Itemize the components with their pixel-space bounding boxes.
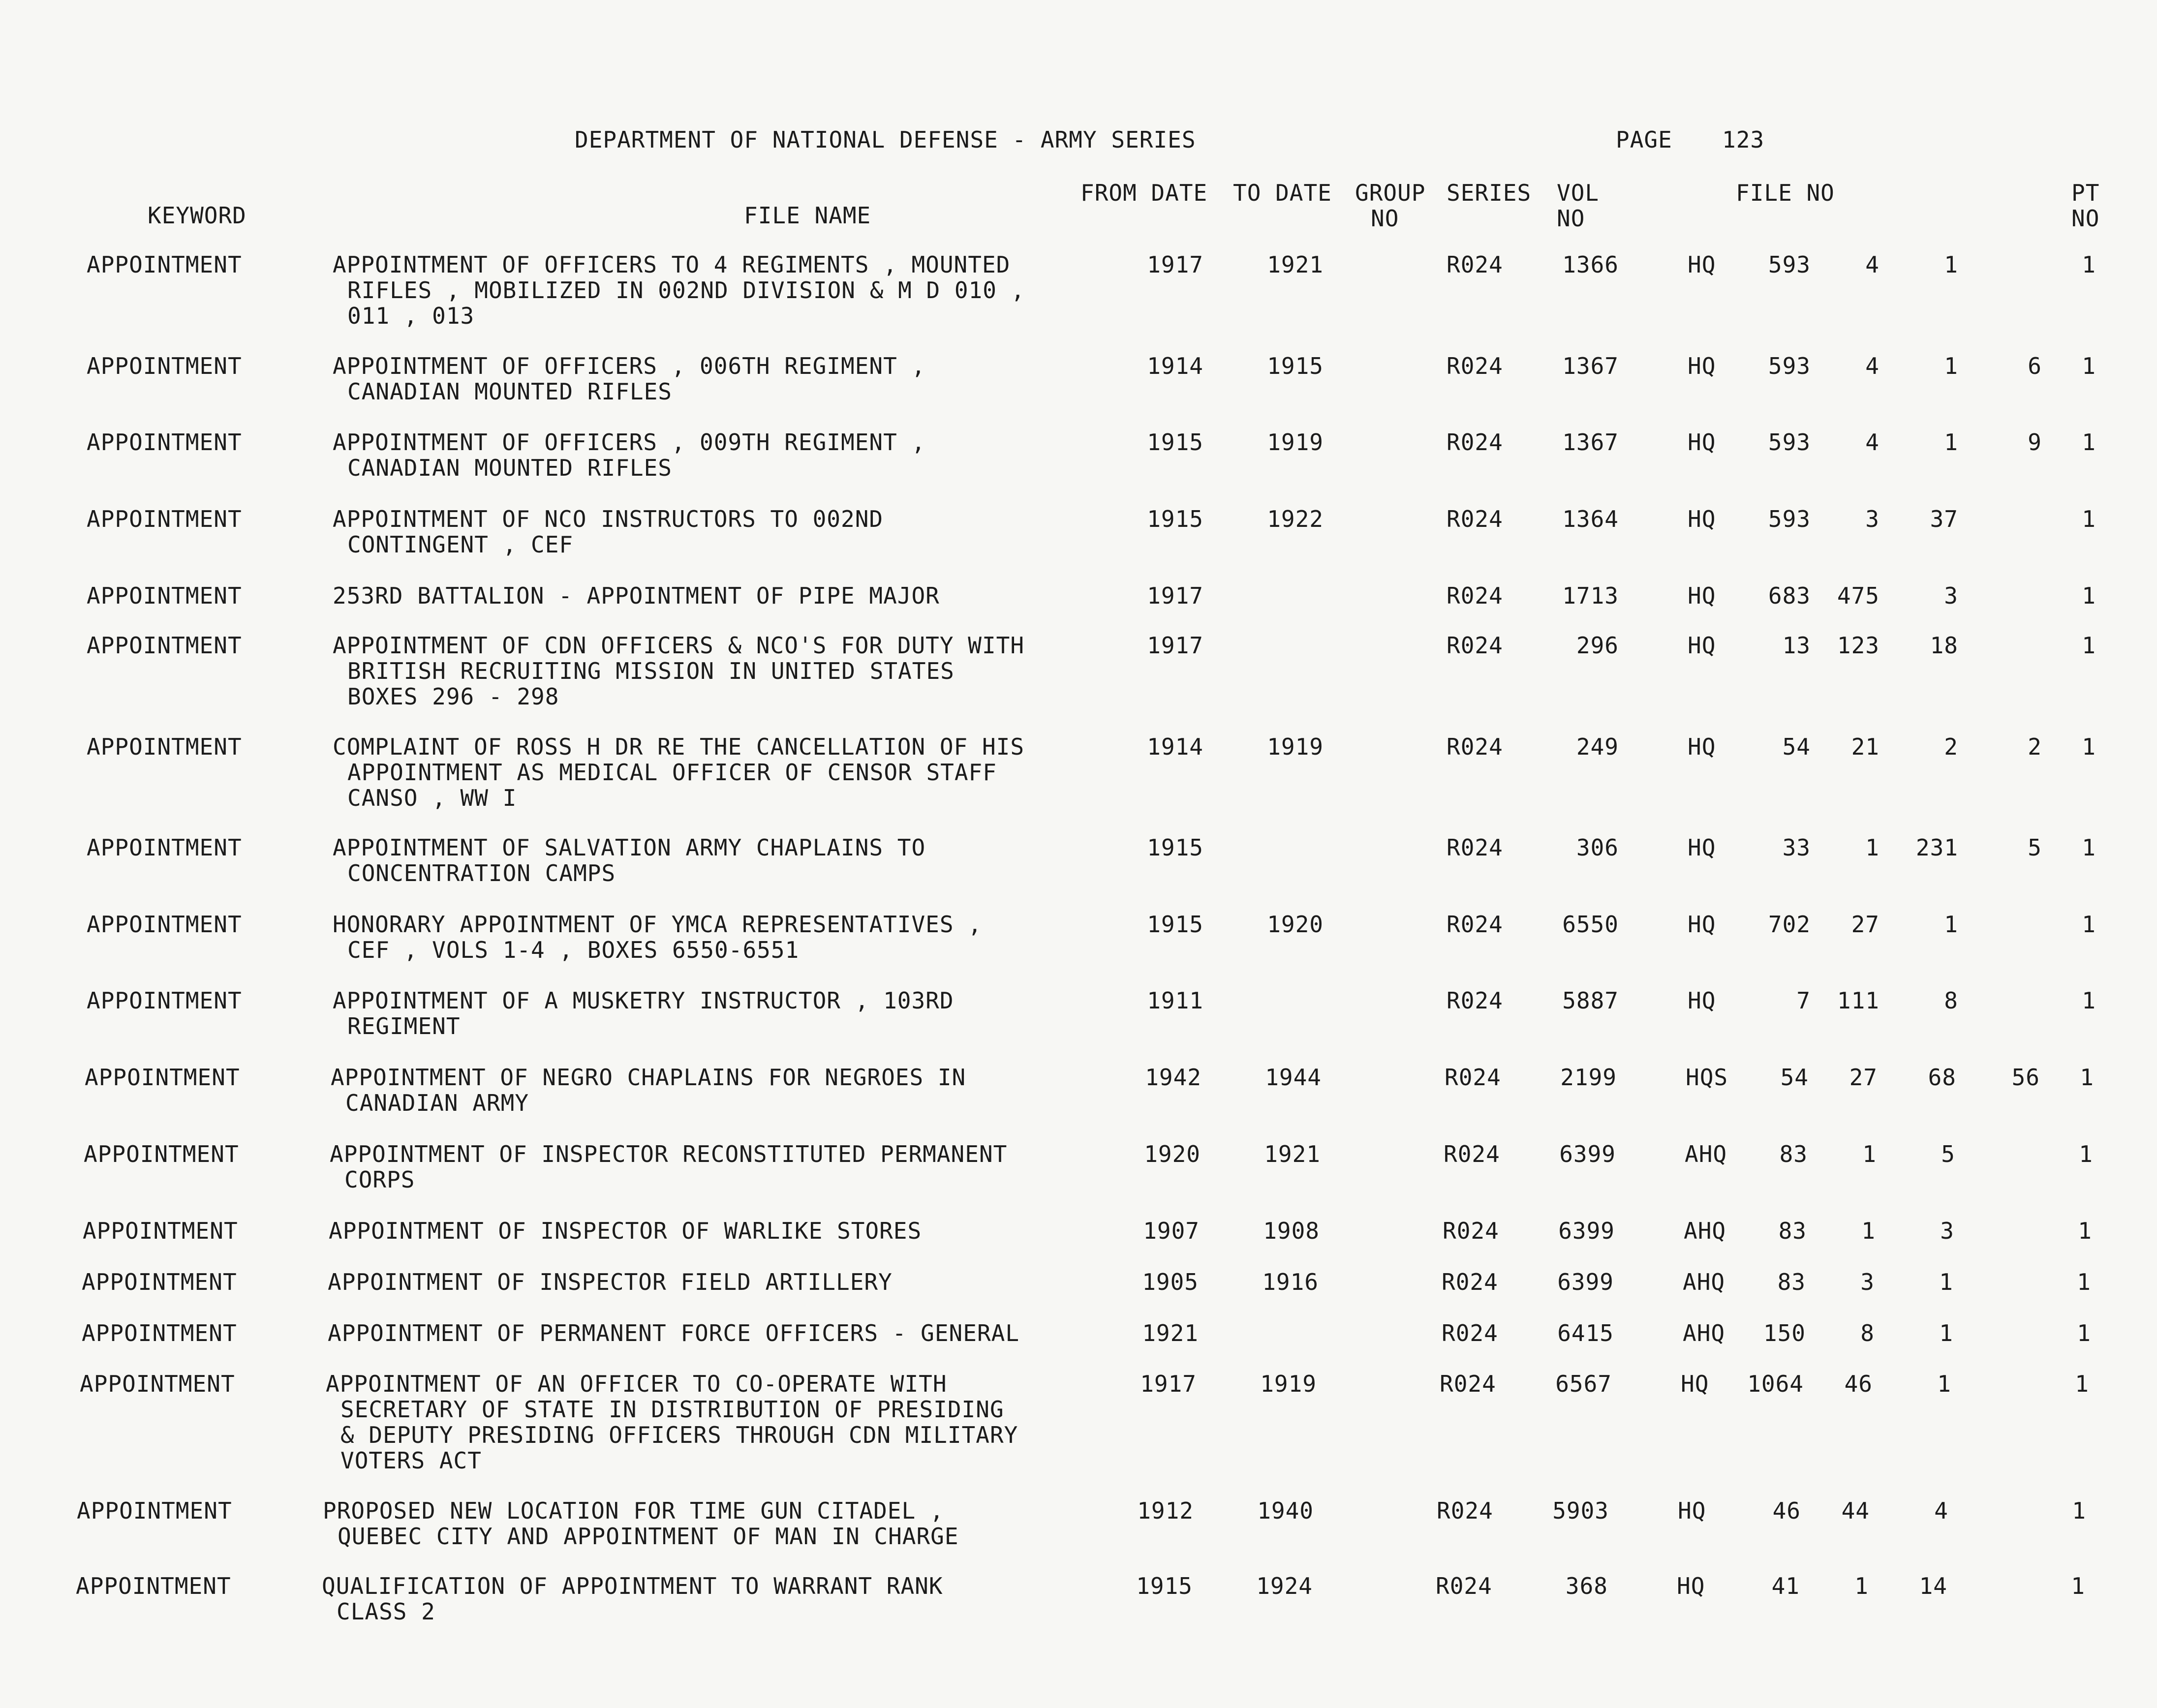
file-name-line: RIFLES , MOBILIZED IN 002ND DIVISION & M D 010 ,: [347, 277, 1025, 304]
file-name-line: APPOINTMENT OF OFFICERS , 009TH REGIMENT ,: [333, 429, 926, 456]
to-date-cell: 1940: [1257, 1497, 1314, 1524]
file-name-line: APPOINTMENT OF SALVATION ARMY CHAPLAINS TO: [333, 834, 926, 861]
file-number-2-cell: 1: [1854, 1573, 1869, 1599]
series-cell: R024: [1447, 733, 1503, 760]
file-number-2-cell: 1: [1865, 834, 1880, 861]
from-date-cell: 1915: [1147, 506, 1203, 532]
file-number-2-cell: 4: [1865, 353, 1880, 379]
file-number-3-cell: 37: [1930, 506, 1958, 532]
file-name-cell: [333, 835, 1100, 886]
from-date-cell: 1914: [1147, 733, 1203, 760]
to-date-cell: 1919: [1267, 733, 1324, 760]
to-date-cell: 1920: [1267, 911, 1324, 938]
file-name-line: APPOINTMENT OF NEGRO CHAPLAINS FOR NEGROES IN: [331, 1064, 966, 1091]
keyword-cell: APPOINTMENT: [83, 1218, 238, 1244]
keyword-cell: APPOINTMENT: [85, 1064, 240, 1091]
file-name-line: REGIMENT: [347, 1013, 461, 1039]
file-number-1-cell: 46: [1772, 1497, 1801, 1524]
file-name-cell: [328, 1320, 1095, 1346]
file-name-cell: [328, 1269, 1095, 1295]
file-prefix-cell: HQS: [1686, 1064, 1728, 1091]
file-number-4-cell: 5: [2028, 834, 2042, 861]
file-number-4-cell: 9: [2028, 429, 2042, 456]
keyword-cell: APPOINTMENT: [80, 1371, 235, 1397]
keyword-cell: APPOINTMENT: [87, 353, 242, 379]
from-date-cell: 1915: [1136, 1573, 1193, 1599]
keyword-cell: APPOINTMENT: [87, 733, 242, 760]
to-date-cell: 1908: [1263, 1218, 1320, 1244]
file-name-line: CANADIAN MOUNTED RIFLES: [347, 455, 672, 481]
keyword-cell: APPOINTMENT: [87, 251, 242, 278]
file-number-1-cell: 54: [1780, 1064, 1809, 1091]
file-number-2-cell: 4: [1865, 251, 1880, 278]
file-number-3-cell: 1: [1939, 1269, 1953, 1295]
file-name-line: BOXES 296 - 298: [347, 683, 559, 710]
file-number-2-cell: 3: [1860, 1269, 1875, 1295]
file-name-line: CANSO , WW I: [347, 785, 517, 811]
series-cell: R024: [1444, 1141, 1500, 1167]
file-prefix-cell: AHQ: [1684, 1218, 1726, 1244]
part-number-cell: 1: [2078, 1218, 2092, 1244]
file-name-line: COMPLAINT OF ROSS H DR RE THE CANCELLATION OF HIS: [333, 733, 1025, 760]
file-prefix-cell: HQ: [1688, 429, 1716, 456]
file-prefix-cell: AHQ: [1683, 1320, 1726, 1346]
from-date-cell: 1921: [1142, 1320, 1199, 1346]
col-header-series: SERIES: [1447, 180, 1532, 206]
file-number-1-cell: 593: [1768, 429, 1811, 456]
file-number-2-cell: 8: [1860, 1320, 1875, 1346]
file-name-cell: [330, 1141, 1097, 1192]
file-prefix-cell: AHQ: [1685, 1141, 1727, 1167]
series-cell: R024: [1443, 1218, 1499, 1244]
series-cell: R024: [1447, 911, 1503, 938]
file-prefix-cell: HQ: [1688, 911, 1716, 938]
from-date-cell: 1911: [1147, 987, 1203, 1014]
file-name-line: CLASS 2: [337, 1598, 435, 1625]
file-name-line: CORPS: [344, 1166, 415, 1193]
file-name-line: 253RD BATTALION - APPOINTMENT OF PIPE MAJOR: [333, 582, 940, 609]
file-number-3-cell: 18: [1930, 632, 1958, 659]
file-number-2-cell: 46: [1844, 1371, 1873, 1397]
part-number-cell: 1: [2079, 1141, 2093, 1167]
file-number-2-cell: 44: [1841, 1497, 1870, 1524]
keyword-cell: APPOINTMENT: [87, 506, 242, 532]
from-date-cell: 1915: [1147, 834, 1203, 861]
file-prefix-cell: HQ: [1688, 733, 1716, 760]
col-header-group-no: NO: [1371, 205, 1399, 232]
keyword-cell: APPOINTMENT: [87, 834, 242, 861]
file-prefix-cell: HQ: [1678, 1497, 1706, 1524]
file-number-1-cell: 7: [1796, 987, 1811, 1014]
keyword-cell: APPOINTMENT: [87, 429, 242, 456]
series-cell: R024: [1447, 582, 1503, 609]
series-cell: R024: [1447, 834, 1503, 861]
part-number-cell: 1: [2082, 582, 2096, 609]
series-cell: R024: [1442, 1320, 1498, 1346]
keyword-cell: APPOINTMENT: [76, 1573, 231, 1599]
volume-cell: 5887: [1562, 987, 1619, 1014]
file-number-1-cell: 702: [1768, 911, 1811, 938]
file-name-cell: [333, 506, 1100, 557]
file-name-cell: [333, 633, 1100, 709]
col-header-pt: PT: [2071, 180, 2100, 206]
file-number-1-cell: 33: [1782, 834, 1811, 861]
file-name-line: 011 , 013: [347, 303, 475, 329]
file-prefix-cell: HQ: [1688, 251, 1716, 278]
part-number-cell: 1: [2082, 506, 2096, 532]
file-number-3-cell: 1: [1944, 251, 1958, 278]
part-number-cell: 1: [2082, 834, 2096, 861]
file-name-line: CANADIAN MOUNTED RIFLES: [347, 378, 672, 405]
col-header-vol-no: NO: [1557, 205, 1585, 232]
file-prefix-cell: HQ: [1688, 506, 1716, 532]
file-number-1-cell: 683: [1768, 582, 1811, 609]
file-name-line: APPOINTMENT OF OFFICERS TO 4 REGIMENTS , MOUNTED: [333, 251, 1011, 278]
file-name-cell: [333, 988, 1100, 1039]
part-number-cell: 1: [2082, 632, 2096, 659]
file-number-3-cell: 1: [1944, 353, 1958, 379]
volume-cell: 1366: [1562, 251, 1619, 278]
file-name-cell: [333, 353, 1100, 404]
from-date-cell: 1917: [1147, 582, 1203, 609]
file-number-2-cell: 1: [1862, 1141, 1877, 1167]
file-name-line: CONTINGENT , CEF: [347, 531, 574, 558]
part-number-cell: 1: [2082, 987, 2096, 1014]
file-number-4-cell: 56: [2011, 1064, 2040, 1091]
file-name-line: APPOINTMENT OF A MUSKETRY INSTRUCTOR , 103RD: [333, 987, 954, 1014]
part-number-cell: 1: [2080, 1064, 2094, 1091]
file-prefix-cell: HQ: [1688, 987, 1716, 1014]
file-number-3-cell: 4: [1934, 1497, 1948, 1524]
file-number-4-cell: 2: [2028, 733, 2042, 760]
file-name-cell: [326, 1371, 1093, 1473]
file-number-2-cell: 21: [1851, 733, 1880, 760]
file-number-1-cell: 593: [1768, 353, 1811, 379]
file-number-3-cell: 1: [1944, 911, 1958, 938]
volume-cell: 1364: [1562, 506, 1619, 532]
file-name-line: APPOINTMENT OF AN OFFICER TO CO-OPERATE WITH: [326, 1371, 947, 1397]
volume-cell: 6550: [1562, 911, 1619, 938]
page-label: PAGE: [1616, 126, 1672, 153]
keyword-cell: APPOINTMENT: [77, 1497, 232, 1524]
file-number-3-cell: 2: [1944, 733, 1958, 760]
to-date-cell: 1944: [1265, 1064, 1322, 1091]
volume-cell: 1367: [1562, 429, 1619, 456]
from-date-cell: 1915: [1147, 429, 1203, 456]
file-name-cell: [333, 429, 1100, 481]
file-name-cell: [333, 583, 1100, 609]
file-prefix-cell: HQ: [1688, 834, 1716, 861]
file-name-cell: [333, 252, 1100, 329]
file-number-3-cell: 3: [1940, 1218, 1954, 1244]
to-date-cell: 1921: [1264, 1141, 1321, 1167]
keyword-cell: APPOINTMENT: [87, 582, 242, 609]
to-date-cell: 1922: [1267, 506, 1324, 532]
volume-cell: 6567: [1555, 1371, 1612, 1397]
from-date-cell: 1942: [1145, 1064, 1202, 1091]
file-number-2-cell: 1: [1861, 1218, 1876, 1244]
col-header-vol: VOL: [1557, 180, 1600, 206]
from-date-cell: 1907: [1143, 1218, 1200, 1244]
file-name-cell: [323, 1498, 1090, 1549]
volume-cell: 1367: [1562, 353, 1619, 379]
volume-cell: 6399: [1559, 1141, 1616, 1167]
keyword-cell: APPOINTMENT: [87, 911, 242, 938]
document-title: DEPARTMENT OF NATIONAL DEFENSE - ARMY SERIES: [575, 126, 1196, 153]
file-number-3-cell: 1: [1937, 1371, 1951, 1397]
part-number-cell: 1: [2082, 251, 2096, 278]
file-name-cell: [333, 912, 1100, 963]
keyword-cell: APPOINTMENT: [84, 1141, 239, 1167]
file-number-2-cell: 475: [1837, 582, 1880, 609]
series-cell: R024: [1437, 1497, 1493, 1524]
file-number-1-cell: 593: [1768, 506, 1811, 532]
keyword-cell: APPOINTMENT: [82, 1320, 237, 1346]
file-name-line: QUALIFICATION OF APPOINTMENT TO WARRANT RANK: [322, 1573, 943, 1599]
file-name-line: APPOINTMENT OF NCO INSTRUCTORS TO 002ND: [333, 506, 884, 532]
volume-cell: 6399: [1558, 1218, 1615, 1244]
from-date-cell: 1905: [1142, 1269, 1199, 1295]
file-number-3-cell: 68: [1928, 1064, 1956, 1091]
from-date-cell: 1914: [1147, 353, 1203, 379]
to-date-cell: 1915: [1267, 353, 1324, 379]
series-cell: R024: [1447, 632, 1503, 659]
file-number-1-cell: 83: [1779, 1141, 1808, 1167]
part-number-cell: 1: [2072, 1497, 2086, 1524]
file-name-line: PROPOSED NEW LOCATION FOR TIME GUN CITADEL ,: [323, 1497, 944, 1524]
file-number-1-cell: 83: [1778, 1218, 1807, 1244]
from-date-cell: 1917: [1147, 251, 1203, 278]
file-number-2-cell: 3: [1865, 506, 1880, 532]
file-name-line: HONORARY APPOINTMENT OF YMCA REPRESENTATIVES ,: [333, 911, 982, 938]
file-prefix-cell: AHQ: [1683, 1269, 1726, 1295]
to-date-cell: 1919: [1260, 1371, 1317, 1397]
file-name-line: & DEPUTY PRESIDING OFFICERS THROUGH CDN MILITARY: [340, 1422, 1018, 1448]
file-name-line: APPOINTMENT OF INSPECTOR RECONSTITUTED PERMANENT: [330, 1141, 1008, 1167]
part-number-cell: 1: [2077, 1269, 2091, 1295]
file-number-2-cell: 123: [1837, 632, 1880, 659]
to-date-cell: 1916: [1262, 1269, 1319, 1295]
file-number-1-cell: 150: [1763, 1320, 1806, 1346]
file-name-line: CANADIAN ARMY: [345, 1090, 529, 1116]
volume-cell: 368: [1565, 1573, 1608, 1599]
part-number-cell: 1: [2071, 1573, 2085, 1599]
from-date-cell: 1915: [1147, 911, 1203, 938]
file-name-line: APPOINTMENT OF INSPECTOR FIELD ARTILLERY: [328, 1269, 893, 1295]
file-number-1-cell: 593: [1768, 251, 1811, 278]
file-name-line: CONCENTRATION CAMPS: [347, 860, 616, 886]
part-number-cell: 1: [2075, 1371, 2089, 1397]
file-name-cell: [329, 1218, 1096, 1244]
file-number-3-cell: 1: [1944, 429, 1958, 456]
col-header-file-name: FILE NAME: [744, 202, 871, 229]
col-header-keyword: KEYWORD: [148, 202, 247, 229]
file-prefix-cell: HQ: [1681, 1371, 1709, 1397]
from-date-cell: 1920: [1144, 1141, 1201, 1167]
file-number-2-cell: 27: [1849, 1064, 1878, 1091]
file-number-1-cell: 83: [1777, 1269, 1806, 1295]
col-header-group: GROUP: [1355, 180, 1426, 206]
series-cell: R024: [1447, 251, 1503, 278]
series-cell: R024: [1447, 429, 1503, 456]
part-number-cell: 1: [2077, 1320, 2091, 1346]
file-name-cell: [322, 1573, 1089, 1624]
file-name-line: BRITISH RECRUITING MISSION IN UNITED STATES: [347, 658, 955, 684]
from-date-cell: 1917: [1140, 1371, 1197, 1397]
series-cell: R024: [1442, 1269, 1498, 1295]
volume-cell: 1713: [1562, 582, 1619, 609]
file-name-line: APPOINTMENT OF OFFICERS , 006TH REGIMENT ,: [333, 353, 926, 379]
col-header-to-date: TO DATE: [1233, 180, 1332, 206]
col-header-from-date: FROM DATE: [1080, 180, 1208, 206]
series-cell: R024: [1440, 1371, 1496, 1397]
part-number-cell: 1: [2082, 911, 2096, 938]
file-name-line: CEF , VOLS 1-4 , BOXES 6550-6551: [347, 937, 800, 963]
file-name-line: APPOINTMENT OF PERMANENT FORCE OFFICERS - GENERAL: [328, 1320, 1020, 1346]
file-prefix-cell: HQ: [1688, 353, 1716, 379]
file-name-line: QUEBEC CITY AND APPOINTMENT OF MAN IN CHARGE: [338, 1523, 959, 1550]
to-date-cell: 1924: [1256, 1573, 1313, 1599]
volume-cell: 6399: [1557, 1269, 1614, 1295]
file-number-3-cell: 5: [1941, 1141, 1955, 1167]
volume-cell: 296: [1576, 632, 1619, 659]
file-name-line: VOTERS ACT: [340, 1447, 482, 1474]
from-date-cell: 1917: [1147, 632, 1203, 659]
file-prefix-cell: HQ: [1688, 632, 1716, 659]
file-number-2-cell: 4: [1865, 429, 1880, 456]
series-cell: R024: [1436, 1573, 1492, 1599]
to-date-cell: 1919: [1267, 429, 1324, 456]
keyword-cell: APPOINTMENT: [87, 632, 242, 659]
from-date-cell: 1912: [1137, 1497, 1194, 1524]
file-number-1-cell: 41: [1771, 1573, 1800, 1599]
file-prefix-cell: HQ: [1688, 582, 1716, 609]
file-number-2-cell: 111: [1837, 987, 1880, 1014]
to-date-cell: 1921: [1267, 251, 1324, 278]
file-number-1-cell: 54: [1782, 733, 1811, 760]
series-cell: R024: [1447, 506, 1503, 532]
file-name-cell: [331, 1065, 1098, 1116]
part-number-cell: 1: [2082, 733, 2096, 760]
series-cell: R024: [1445, 1064, 1501, 1091]
volume-cell: 5903: [1552, 1497, 1609, 1524]
file-name-line: APPOINTMENT OF CDN OFFICERS & NCO'S FOR DUTY WITH: [333, 632, 1025, 659]
file-name-line: APPOINTMENT OF INSPECTOR OF WARLIKE STORES: [329, 1218, 922, 1244]
file-name-line: SECRETARY OF STATE IN DISTRIBUTION OF PRESIDING: [340, 1396, 1004, 1423]
volume-cell: 249: [1576, 733, 1619, 760]
volume-cell: 6415: [1557, 1320, 1614, 1346]
file-number-1-cell: 1064: [1747, 1371, 1804, 1397]
file-name-cell: [333, 734, 1100, 811]
series-cell: R024: [1447, 353, 1503, 379]
col-header-pt-no: NO: [2071, 205, 2100, 232]
file-number-3-cell: 8: [1944, 987, 1958, 1014]
file-number-4-cell: 6: [2028, 353, 2042, 379]
col-header-file-no: FILE NO: [1736, 180, 1835, 206]
keyword-cell: APPOINTMENT: [82, 1269, 237, 1295]
file-number-3-cell: 231: [1915, 834, 1958, 861]
volume-cell: 2199: [1560, 1064, 1617, 1091]
file-number-1-cell: 13: [1782, 632, 1811, 659]
series-cell: R024: [1447, 987, 1503, 1014]
part-number-cell: 1: [2082, 429, 2096, 456]
file-number-3-cell: 14: [1919, 1573, 1947, 1599]
file-number-2-cell: 27: [1851, 911, 1880, 938]
file-number-3-cell: 3: [1944, 582, 1958, 609]
page-number: 123: [1722, 126, 1765, 153]
part-number-cell: 1: [2082, 353, 2096, 379]
file-number-3-cell: 1: [1939, 1320, 1953, 1346]
file-name-line: APPOINTMENT AS MEDICAL OFFICER OF CENSOR STAFF: [347, 759, 997, 786]
keyword-cell: APPOINTMENT: [87, 987, 242, 1014]
file-prefix-cell: HQ: [1677, 1573, 1705, 1599]
volume-cell: 306: [1576, 834, 1619, 861]
